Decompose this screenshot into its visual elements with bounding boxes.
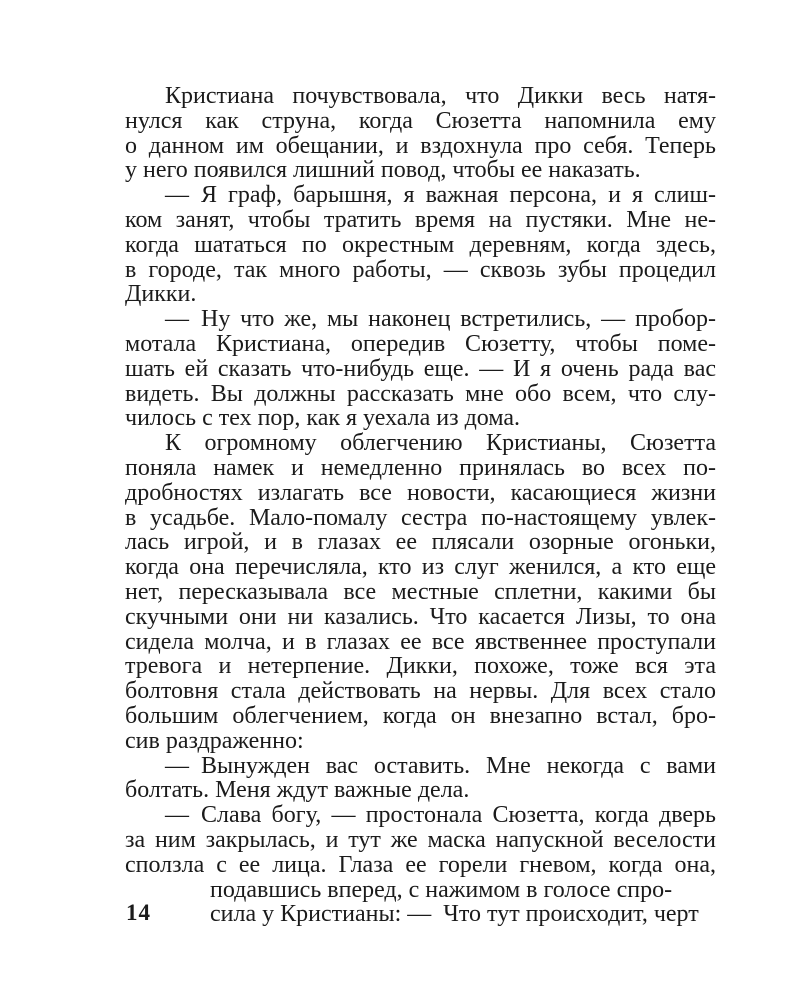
text-line: — Слава богу, — простонала Сюзетта, когда дверь — [165, 802, 716, 829]
page-number: 14 — [126, 900, 151, 925]
text-line: сив раздраженно: — [125, 727, 304, 754]
text-line: — Ну что же, мы наконец встретились, — пробор- — [165, 306, 716, 333]
text-line: подавшись вперед, с нажимом в голосе спро- — [210, 876, 673, 903]
text-line: сидела молча, и в глазах ее все явственнее проступали — [125, 628, 716, 655]
text-line: о данном им обещании, и вздохнула про себя. Теперь — [125, 132, 716, 159]
text-line: болтать. Меня ждут важные дела. — [125, 777, 470, 804]
text-line: — Вынужден вас оставить. Мне некогда с вами — [165, 752, 716, 779]
text-line: нет, пересказывала все местные сплетни, какими бы — [125, 578, 716, 605]
text-line: чилось с тех пор, как я уехала из дома. — [125, 405, 521, 432]
text-line: у него появился лишний повод, чтобы ее наказать. — [125, 157, 641, 184]
text-line: скучными они ни казались. Что касается Лизы, то она — [125, 603, 716, 630]
text-line: в городе, так много работы, — сквозь зубы процедил — [125, 256, 716, 283]
text-line: поняла намек и немедленно принялась во всех по- — [125, 454, 716, 481]
text-line: дробностях излагать все новости, касающиеся жизни — [125, 479, 716, 506]
text-line: Кристиана почувствовала, что Дикки весь натя- — [165, 83, 716, 109]
text-line: болтовня стала действовать на нервы. Для всех стало — [125, 678, 716, 705]
text-line: в усадьбе. Мало-помалу сестра по-настоящему увлек- — [125, 504, 716, 531]
text-line: видеть. Вы должны рассказать мне обо всем, что слу- — [125, 380, 716, 407]
text-line: когда она перечисляла, кто из слуг женился, а кто еще — [125, 554, 716, 581]
text-line: мотала Кристиана, опередив Сюзетту, чтобы поме- — [125, 330, 716, 357]
text-line: Дикки. — [125, 281, 197, 308]
text-line: большим облегчением, когда он внезапно встал, бро- — [125, 702, 716, 729]
text-line: сползла с ее лица. Глаза ее горели гневом, когда она, — [125, 851, 716, 878]
text-line: за ним закрылась, и тут же маска напускной веселости — [125, 826, 716, 853]
text-line: нулся как струна, когда Сюзетта напомнила ему — [125, 107, 716, 134]
text-line: сила у Кристианы: — Что тут происходит, черт — [210, 901, 699, 928]
text-line: шать ей сказать что-нибудь еще. — И я очень рада вас — [125, 355, 716, 382]
text-line: лась игрой, и в глазах ее плясали озорные огоньки, — [125, 529, 716, 556]
text-line: К огромному облегчению Кристианы, Сюзетта — [165, 430, 716, 457]
text-line: когда шататься по окрестным деревням, когда здесь, — [125, 231, 716, 258]
text-line: ком занят, чтобы тратить время на пустяки. Мне не- — [125, 206, 716, 233]
text-line: тревога и нетерпение. Дикки, похоже, тоже вся эта — [125, 653, 716, 680]
page-text — [125, 84, 716, 927]
text-line: — Я граф, барышня, я важная персона, и я слиш- — [165, 182, 716, 209]
